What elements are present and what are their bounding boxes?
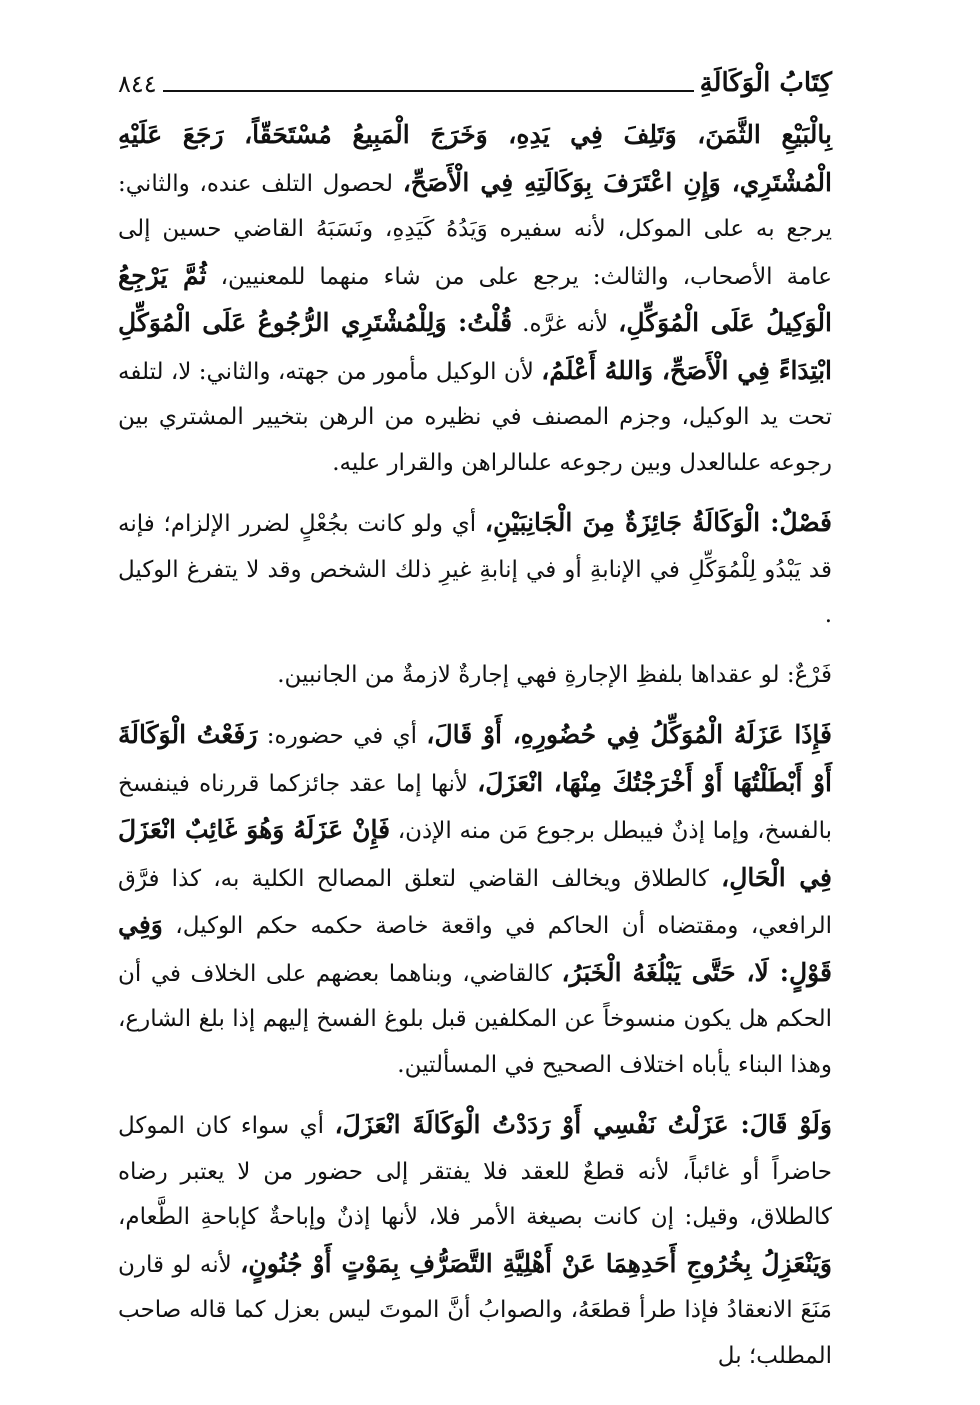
matn-text: فَإِنْ عَزَلَهُ وَهُوَ غَائِبٌ انْعَزَلَ فِي الْحَالِ، — [118, 815, 833, 892]
commentary-text: أي سواء كان الموكل حاضراً أو غائباً، لأنه قطعٌ للعقد فلا يفتقر إلى حضور من لا يعتبر رضاه كالطلاق، وقيل: إن كانت بصيغة الأمر فلا، لأنها إذنٌ وإباحةٌ كإباحةِ الطَّعام، — [118, 1113, 832, 1230]
matn-text: قُلْتُ: وَلِلْمُشْتَرِي الرُّجُوعُ عَلَى الْمُوَكِّلِ ابْتِدَاءً فِي الْأَصَحِّ، وَاللهُ أَعْلَمُ، — [118, 308, 832, 385]
commentary-text: لأنه لو قارن مَنَعَ الانعقادُ فإذا طرأ قطعَهُ، والصوابُ أنَّ الموتَ ليس بعزل كما قاله صاحب المطلب؛ بل — [118, 1251, 832, 1369]
commentary-text: أي ولو كانت بجُعْلٍ لضرر الإلزام؛ فإنه قد يَبْدُو لِلْمُوَكِّلِ في الإنابةِ أو في إنابةِ غيرِ ذلك الشخص وقد لا يتفرغ الوكيل . — [118, 511, 832, 628]
paragraph — [118, 500, 832, 639]
matn-text: رَفَعْتُ الْوَكَالَةَ أَوْ أَبْطَلْتُهَا أَوْ أَخْرَجْتُكَ مِنْهَا، انْعَزَلَ، — [118, 720, 832, 797]
paragraph — [118, 653, 832, 699]
commentary-text: لأنها إما عقد جائزكما قررناه فينفسخ بالفسخ، وإما إذنٌ فيبطل برجوع مَن منه الإذن، — [118, 770, 832, 844]
commentary-text: أي في حضوره: — [257, 723, 427, 749]
matn-text: فَإِذَا عَزَلَهُ الْمُوَكِّلُ فِي حُضُورِهِ، أَوْ قَالَ، — [426, 720, 833, 749]
commentary-text: لأنه غرَّه. — [512, 311, 619, 337]
chapter-title: كِتَابُ الْوَكَالَةِ — [699, 68, 832, 98]
matn-text: ثُمَّ يَرْجِعُ الْوَكِيلُ عَلَى الْمُوَكِّلِ، — [118, 260, 832, 337]
body-text — [118, 112, 832, 1379]
matn-text: وَلَوْ قَالَ: عَزَلْتُ نَفْسِي أَوْ رَدَدْتُ الْوَكَالَةَ انْعَزَلَ، — [334, 1110, 832, 1139]
commentary-text: كالطلاق ويخالف القاضي لتعلق المصالح الكلية به، كذا فرَّق الرافعي، ومقتضاه أن الحاكم في واقعة خاصة حكمه حكم الوكيل، — [118, 865, 832, 939]
matn-text: بِالْبَيْعِ الثَّمَنَ، وَتَلِفَ فِي يَدِهِ، وَخَرَجَ الْمَبِيعُ مُسْتَحَقّاً، رَجَعَ عَلَيْهِ الْمُشْتَرِي، وَإِنِ اعْتَرَفَ بِوَكَالَتِهِ فِي الْأَصَحِّ، — [118, 120, 832, 197]
commentary-text: لأن الوكيل مأمور من جهته، والثاني: لا، لتلفه تحت يد الوكيل، وجزم المصنف في نظيره من الرهن بتخيير المشتري بين رجوعه علىالعدل وبين رجوعه علىالراهن والقرار عليه. — [118, 358, 832, 476]
matn-text: وَيَنْعَزِلُ بِخُرُوجِ أَحَدِهِمَا عَنْ أَهْلِيَّةِ التَّصَرُّفِ بِمَوْتٍ أَوْ جُنُونٍ، — [240, 1248, 832, 1278]
matn-text: وَفِي قَوْلٍ: لَا، حَتَّى يَبْلُغَهُ الْخَبَرُ، — [118, 910, 832, 987]
paragraph — [118, 112, 832, 486]
commentary-text: فَرْعٌ: لو عقداها بلفظِ الإجارةِ فهي إجارةٌ لازمةٌ من الجانبين. — [277, 661, 832, 688]
paragraph — [118, 712, 832, 1088]
page-number: ٨٤٤ — [118, 70, 157, 98]
header-rule — [163, 90, 694, 92]
paragraph — [118, 1102, 832, 1379]
page-header — [118, 58, 832, 98]
commentary-text: لحصول التلف عنده، والثاني: يرجع به على الموكل، لأنه سفيره وَيَدُهُ كَيَدِهِ، ونَسَبَهُ القاضي حسين إلى عامة الأصحاب، والثالث: يرجع على من شاء منهما للمعنيين، — [118, 170, 833, 290]
commentary-text: كالقاضي، وبناهما بعضهم على الخلاف في أن الحكم هل يكون منسوخاً عن المكلفين قبل بلوغ الفسخ إليهم إذا بلغ الشارع، وهذا البناء يأباه اختلاف الصحيح في المسألتين. — [118, 960, 832, 1078]
matn-text: فَصْلٌ: الْوَكَالَةُ جَائِزَةٌ مِنَ الْجَانِبَيْنِ، — [484, 508, 832, 537]
